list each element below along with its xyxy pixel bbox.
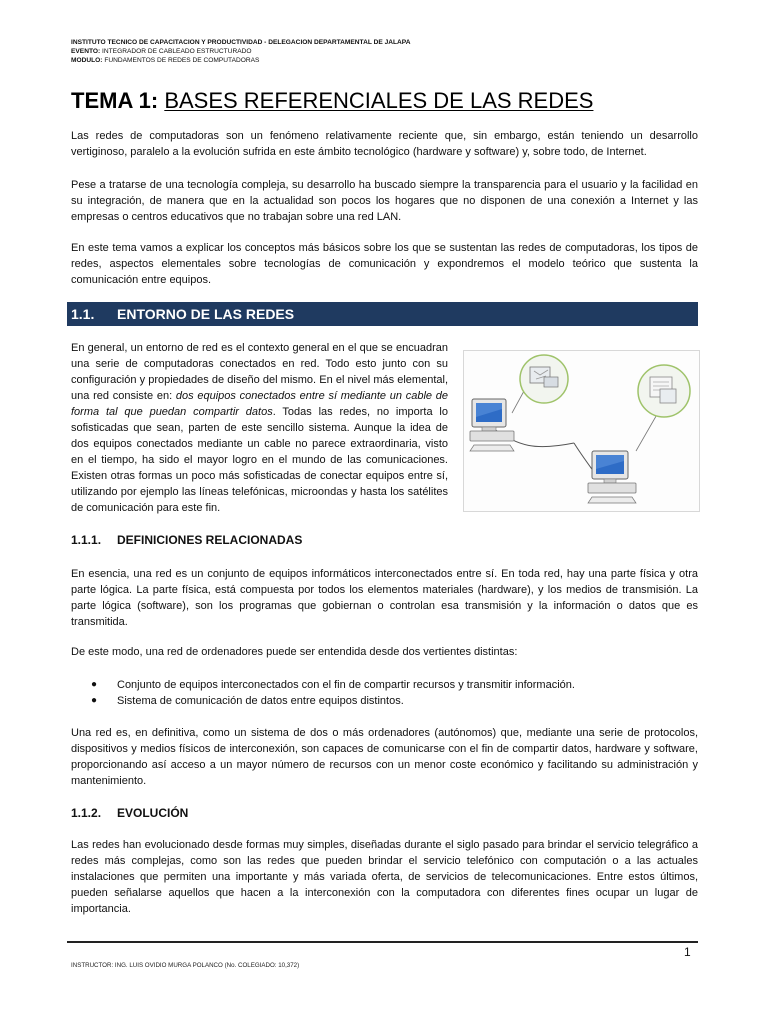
header-event: EVENTO: INTEGRADOR DE CABLEADO ESTRUCTURADO — [71, 48, 252, 55]
bullet-icon: ● — [91, 695, 98, 706]
definitions-paragraph-2: De este modo, una red de ordenadores puede ser entendida desde dos vertientes distintas: — [71, 646, 518, 658]
evolution-paragraph: Las redes han evolucionado desde formas muy simples, diseñadas durante el siglo pasado para brindar el servicio telegráfico a redes más complejas, como son las redes que pueden brindar el servicio telefónico con computación o a las actuales instalaciones que permiten una importante y más variada oferta, de servicios de telecomunicaciones. Entre estos últimos, pueden señalarse aquellos que hacen a la interconexión con la computadora con diferentes fines ocupar un lugar de importancia. — [71, 839, 698, 915]
computer-right-icon — [588, 451, 636, 503]
list-item: ● Conjunto de equipos interconectados con el fin de compartir recursos y transmitir información. — [91, 679, 575, 691]
title-number: TEMA 1: — [71, 88, 159, 113]
italic-definition: dos equipos conectados entre sí mediante un cable de forma tal que puedan compartir datos — [71, 390, 448, 418]
circle-inset-left — [520, 355, 568, 403]
definitions-paragraph-1: En esencia, una red es un conjunto de equipos informáticos interconectados entre sí. En toda red, hay una parte física y otra parte lógica. La parte física, está compuesta por todos los elementos materiales (hardware), y los medios de transmisión. La parte lógica (software), son los programas que gobiernan o controlan esa transmisión y la información o datos que es transmitida. — [71, 568, 698, 628]
page-header — [71, 38, 410, 65]
section-heading-1-1 — [67, 302, 698, 326]
circle-inset-right — [638, 365, 690, 417]
page-number: 1 — [684, 945, 691, 959]
footer-divider — [67, 941, 698, 943]
intro-paragraph-1: Las redes de computadoras son un fenómeno relativamente reciente que, sin embargo, están teniendo un desarrollo vertiginoso, paralelo a la evolución sufrida en este ámbito tecnológico (hardware y software) y, sobre todo, de Internet. — [71, 130, 698, 158]
section-number: 1.1. — [71, 306, 95, 322]
footer-instructor: INSTRUCTOR: ING. LUIS OVIDIO MURGA POLANCO (No. COLEGIADO: 10,372) — [71, 962, 300, 969]
list-item: ● Sistema de comunicación de datos entre equipos distintos. — [91, 695, 404, 707]
section-title: ENTORNO DE LAS REDES — [117, 306, 295, 322]
network-illustration — [463, 350, 700, 512]
definitions-bullet-list — [71, 677, 698, 709]
header-institution: INSTITUTO TECNICO DE CAPACITACION Y PRODUCTIVIDAD - DELEGACION DEPARTAMENTAL DE JALAPA — [71, 39, 411, 46]
intro-paragraph-2: Pese a tratarse de una tecnología compleja, su desarrollo ha buscado siempre la transparencia para el usuario y la facilidad en su integración, de manera que en la actualidad son pocos los hogares que no disponen de una conexión a Internet y las empresas o centros educativos que no trabajan sobre una red LAN. — [71, 179, 698, 223]
network-environment-paragraph: En general, un entorno de red es el contexto general en el que se encuadran una serie de computadoras conectados en red. Todo esto junto con su configuración y propiedades de diseño del mismo. En el nivel más elemental, una red consiste en: dos equipos conectados entre sí mediante un cable de forma tal que puedan compartir datos. Todas las redes, no importa lo sofisticadas que sean, parten de este sencillo sistema. Aunque la idea de dos equipos conectados mediante un cable no parece extraordinaria, visto en el tiempo, ha sido el mayor logro en el mundo de las comunicaciones. Existen otras formas un poco más sofisticadas de conectar equipos entre sí, utilizando por ejemplo las líneas telefónicas, microondas y hasta los satélites de comunicación para este fin. — [71, 342, 448, 514]
computer-left-icon — [470, 399, 514, 451]
title-text: BASES REFERENCIALES DE LAS REDES — [164, 88, 594, 113]
intro-paragraph-3: En este tema vamos a explicar los conceptos más básicos sobre los que se sustentan las redes de computadoras, los tipos de redes, aspectos elementales sobre tecnologías de comunicación y expondremos el modelo teórico que sustenta la comunicación entre equipos. — [71, 242, 698, 286]
page-title — [71, 86, 593, 116]
header-module: MODULO: FUNDAMENTOS DE REDES DE COMPUTADORAS — [71, 57, 260, 64]
subsection-heading-1-1-1: 1.1.1. DEFINICIONES RELACIONADAS — [71, 533, 303, 547]
bullet-icon: ● — [91, 679, 98, 690]
subsection-heading-1-1-2: 1.1.2. EVOLUCIÓN — [71, 806, 189, 820]
definitions-paragraph-3: Una red es, en definitiva, como un sistema de dos o más ordenadores (autónomos) que, mediante una serie de protocolos, dispositivos y medios físicos de interconexión, son capaces de comunicarse con el fin de compartir datos, hardware y software, proporcionando así acceso a un mayor número de recursos con un menor coste económico y facilitando su administración y mantenimiento. — [71, 727, 698, 787]
